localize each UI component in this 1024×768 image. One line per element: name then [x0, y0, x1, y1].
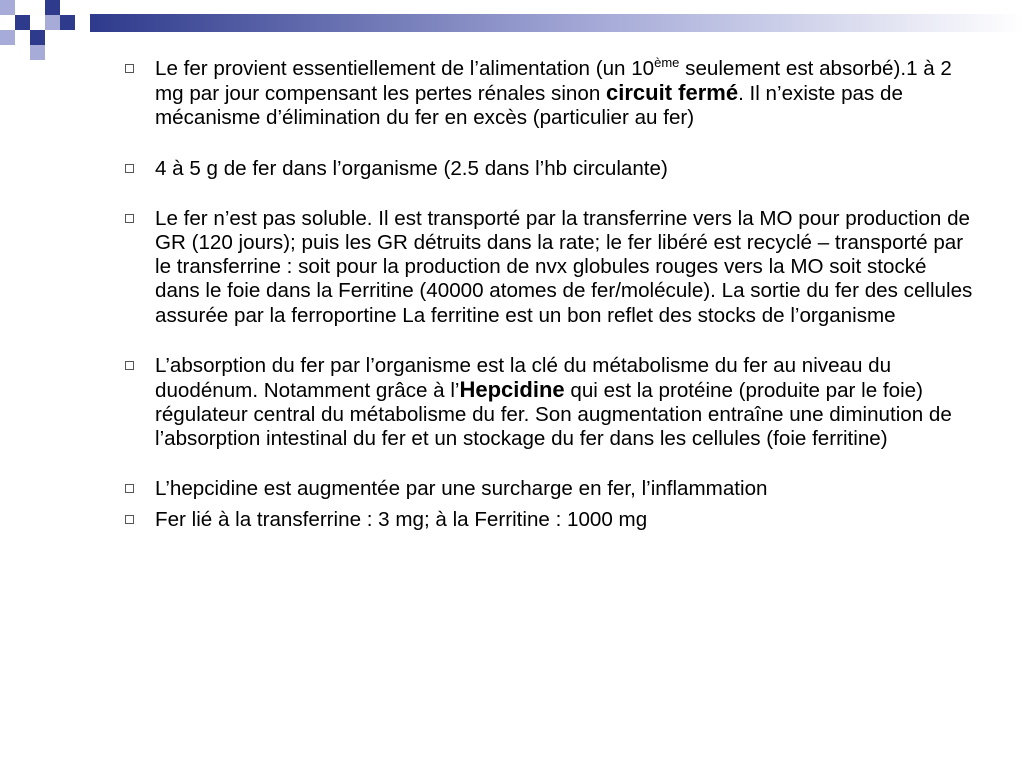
- square-bullet-icon: [125, 164, 134, 173]
- text-run: qui est la protéine (produite par le foie) régulateur central du métabolisme du fer. Son augmentation entraîne une diminution de l’absorption intestinal du fer et un stockage du fer dans les cellules (foie ferritine): [155, 379, 952, 451]
- header-decoration: [0, 0, 1024, 62]
- slide-body: [124, 57, 974, 532]
- bullet-item: [124, 354, 974, 452]
- bullet-item: [124, 207, 974, 328]
- bullet-text: L’hepcidine est augmentée par une surcharge en fer, l’inflammation: [155, 476, 768, 500]
- text-run: L’absorption du fer par l’organisme est la clé du métabolisme du fer au niveau du duodénum. Notamment grâce à l’: [155, 353, 892, 403]
- bullet-text: Fer lié à la transferrine : 3 mg; à la Ferritine : 1000 mg: [155, 507, 648, 531]
- deco-square: [60, 0, 75, 15]
- square-bullet-icon: [125, 484, 134, 493]
- bold-term: Hepcidine: [459, 377, 565, 403]
- deco-square: [30, 30, 45, 45]
- text-run: Le fer provient essentiellement de l’alimentation (un 10: [155, 57, 655, 80]
- deco-square: [45, 0, 60, 15]
- bold-term: circuit fermé: [606, 80, 739, 106]
- deco-square: [15, 15, 30, 30]
- bullet-item: [124, 477, 974, 501]
- deco-square: [15, 0, 30, 15]
- deco-square: [0, 30, 15, 45]
- bullet-text: [155, 57, 974, 131]
- superscript: ème: [654, 55, 680, 70]
- deco-square: [0, 0, 15, 15]
- square-bullet-icon: [125, 515, 134, 524]
- header-gradient-bar: [90, 14, 1024, 32]
- square-bullet-icon: [125, 214, 134, 223]
- bullet-text: 4 à 5 g de fer dans l’organisme (2.5 dans l’hb circulante): [155, 156, 668, 180]
- square-bullet-icon: [125, 361, 134, 370]
- deco-square: [60, 15, 75, 30]
- bullet-item: [124, 157, 974, 181]
- deco-square: [30, 45, 45, 60]
- bullet-text: Le fer n’est pas soluble. Il est transporté par la transferrine vers la MO pour production de GR (120 jours); puis les GR détruits dans la rate; le fer libéré est recyclé – transporté par le transferrine : soit pour la production de nvx globules rouges vers la MO soit stocké dans le foie dans la Ferritine (40000 atomes de fer/molécule). La sortie du fer des cellules assurée par la ferroportine La ferritine est un bon reflet des stocks de l’organisme: [155, 206, 973, 327]
- text-run: seulement est absorbé).1 à 2 mg par jour compensant les pertes rénales sinon: [155, 57, 952, 106]
- text-run: . Il n’existe pas de mécanisme d’élimination du fer en excès (particulier au fer): [155, 82, 903, 130]
- square-bullet-icon: [125, 64, 134, 73]
- bullet-text: [155, 354, 974, 452]
- bullet-item: [124, 508, 974, 532]
- bullet-item: [124, 57, 974, 131]
- deco-square: [45, 15, 60, 30]
